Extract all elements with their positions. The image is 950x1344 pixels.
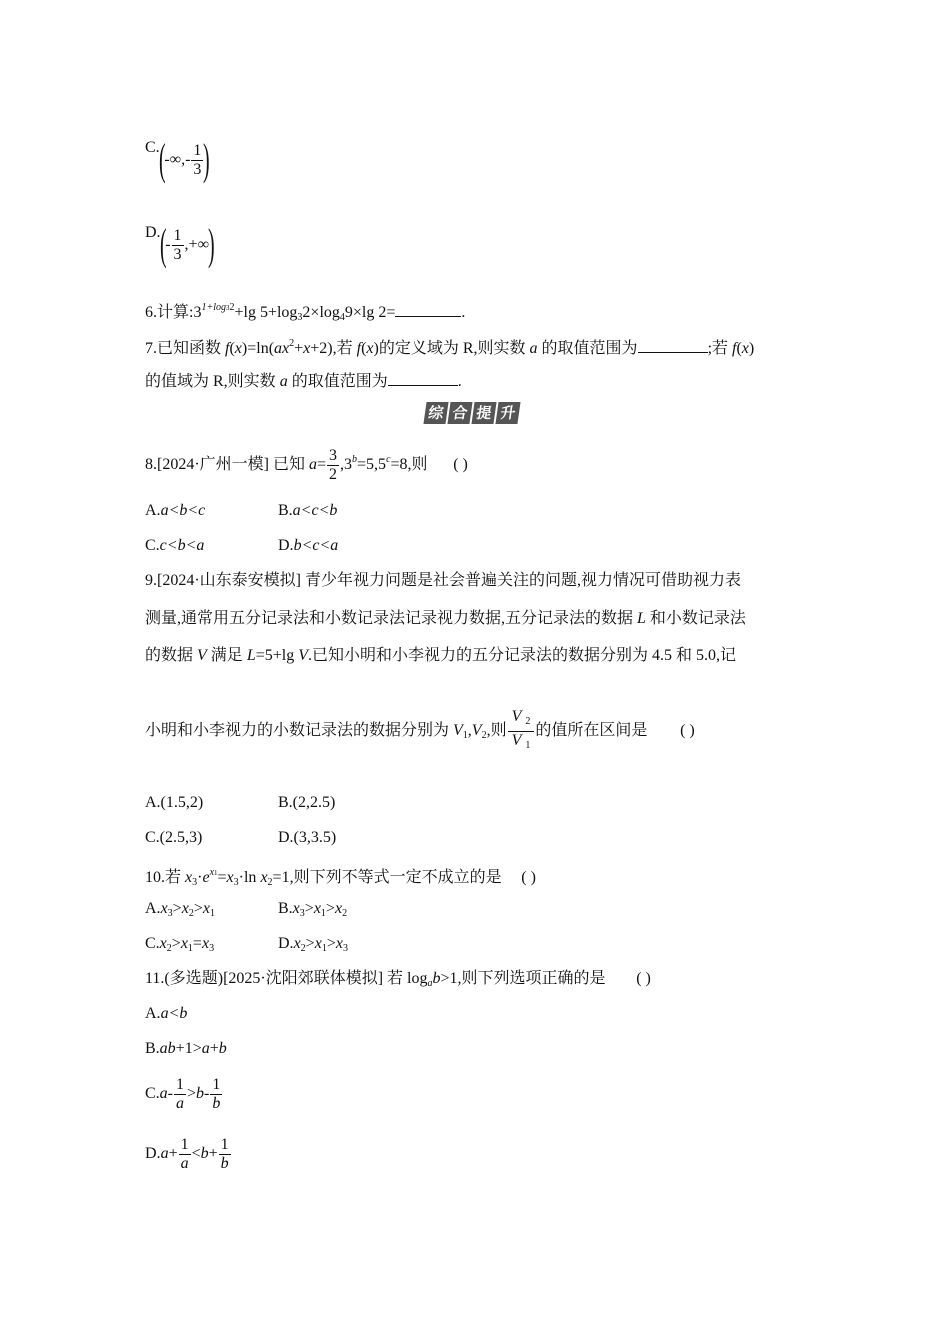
q8-options-ab: A.a<b<c B.a<c<b (145, 502, 338, 519)
q10-options-ab: $A.x_3>x_2>x_1$ $B.x_3>x_1>x_2$ (145, 900, 348, 919)
answer-blank[interactable] (388, 371, 458, 386)
fraction: $\frac{V _2}{V _1}$ (508, 708, 535, 755)
q10-options-cd: $C.x_2>x_1=x_3$ $D.x_2>x_1>x_3$ (145, 935, 348, 954)
question-9-line-1: 9.[2024·山东泰安模拟] 青少年视力问题是社会普遍关注的问题,视力情况可借助视力表 (145, 572, 741, 589)
fraction: $\frac{1}{b}$ (212, 1075, 221, 1112)
question-7-line-2: 的值域为 R,则实数 a 的取值范围为 . (145, 373, 462, 390)
fraction: $\frac{1}{3}$ (193, 141, 202, 178)
q11-option-d: D.a+ $\frac{1}{a}$ <b+ $\frac{1}{b}$ (145, 1135, 229, 1172)
fraction: $\frac{3}{2}$ (329, 446, 338, 483)
q11-option-a: A.a<b (145, 1005, 188, 1022)
q9-options-ab: A.(1.5,2) B.(2,2.5) (145, 794, 336, 811)
fraction: $\frac{1}{a}$ (180, 1135, 189, 1172)
question-10: 10.若 $x_3\cdot e^{x1}=x_3\cdot\ln$ $x_2=1$,则下列不等式一定不成立的是 ( ) (145, 867, 536, 888)
question-9-line-3: 的数据 V 满足 L=5+lg V.已知小明和小李视力的五分记录法的数据分别为 4.5 和 5.0,记 (145, 647, 737, 664)
answer-blank[interactable] (638, 338, 708, 353)
q8-options-cd: C.c<b<a D.b<c<a (145, 537, 339, 554)
q5-option-c: C.(-∞,- $\frac{1}{3}$ ) (145, 135, 211, 185)
section-banner: 综 合 提 升 (425, 402, 519, 424)
q5-option-d: D.(- $\frac{1}{3}$ ,+∞) (145, 220, 215, 270)
answer-blank[interactable] (395, 302, 461, 317)
q11-option-b: B.ab+1>a+b (145, 1040, 227, 1057)
question-8: 8.[2024·广州一模] 已知 a= $\frac{3}{2}$ ,3$^b$=5,5$^c$=8,则 ( ) (145, 446, 468, 483)
question-6: 6.计算$:3^{1+log32}+\lg$ $5+\log_32\times\log_49\times\lg$ 2= . (145, 302, 466, 323)
q9-options-cd: C.(2.5,3) D.(3,3.5) (145, 829, 337, 846)
fraction: $\frac{1}{a}$ (176, 1075, 184, 1112)
question-11: 11.(多选题)[2025·沈阳郊联体模拟] 若 $\log_ab>1$,则下列选项正确的是 ( ) (145, 970, 651, 989)
q11-option-c: C.a- $\frac{1}{a}$ >b- $\frac{1}{b}$ (145, 1075, 221, 1112)
question-9-line-4: 小明和小李视力的小数记录法的数据分别为 $V_1,V_2$,则 $\frac{V _2}{V _1}$ 的值所在区间是 ( ) (145, 708, 727, 758)
fraction: $\frac{1}{3}$ (173, 226, 182, 263)
question-9-line-2: 测量,通常用五分记录法和小数记录法记录视力数据,五分记录法的数据 L 和小数记录法 (145, 610, 746, 627)
question-7-line-1: 7.已知函数 $f(x)=\ln(ax^2+x+2)$,若 f(x)的定义域为 R,则实数 a 的取值范围为 ;若 f(x) (145, 338, 755, 357)
fraction: $\frac{1}{b}$ (220, 1135, 229, 1172)
